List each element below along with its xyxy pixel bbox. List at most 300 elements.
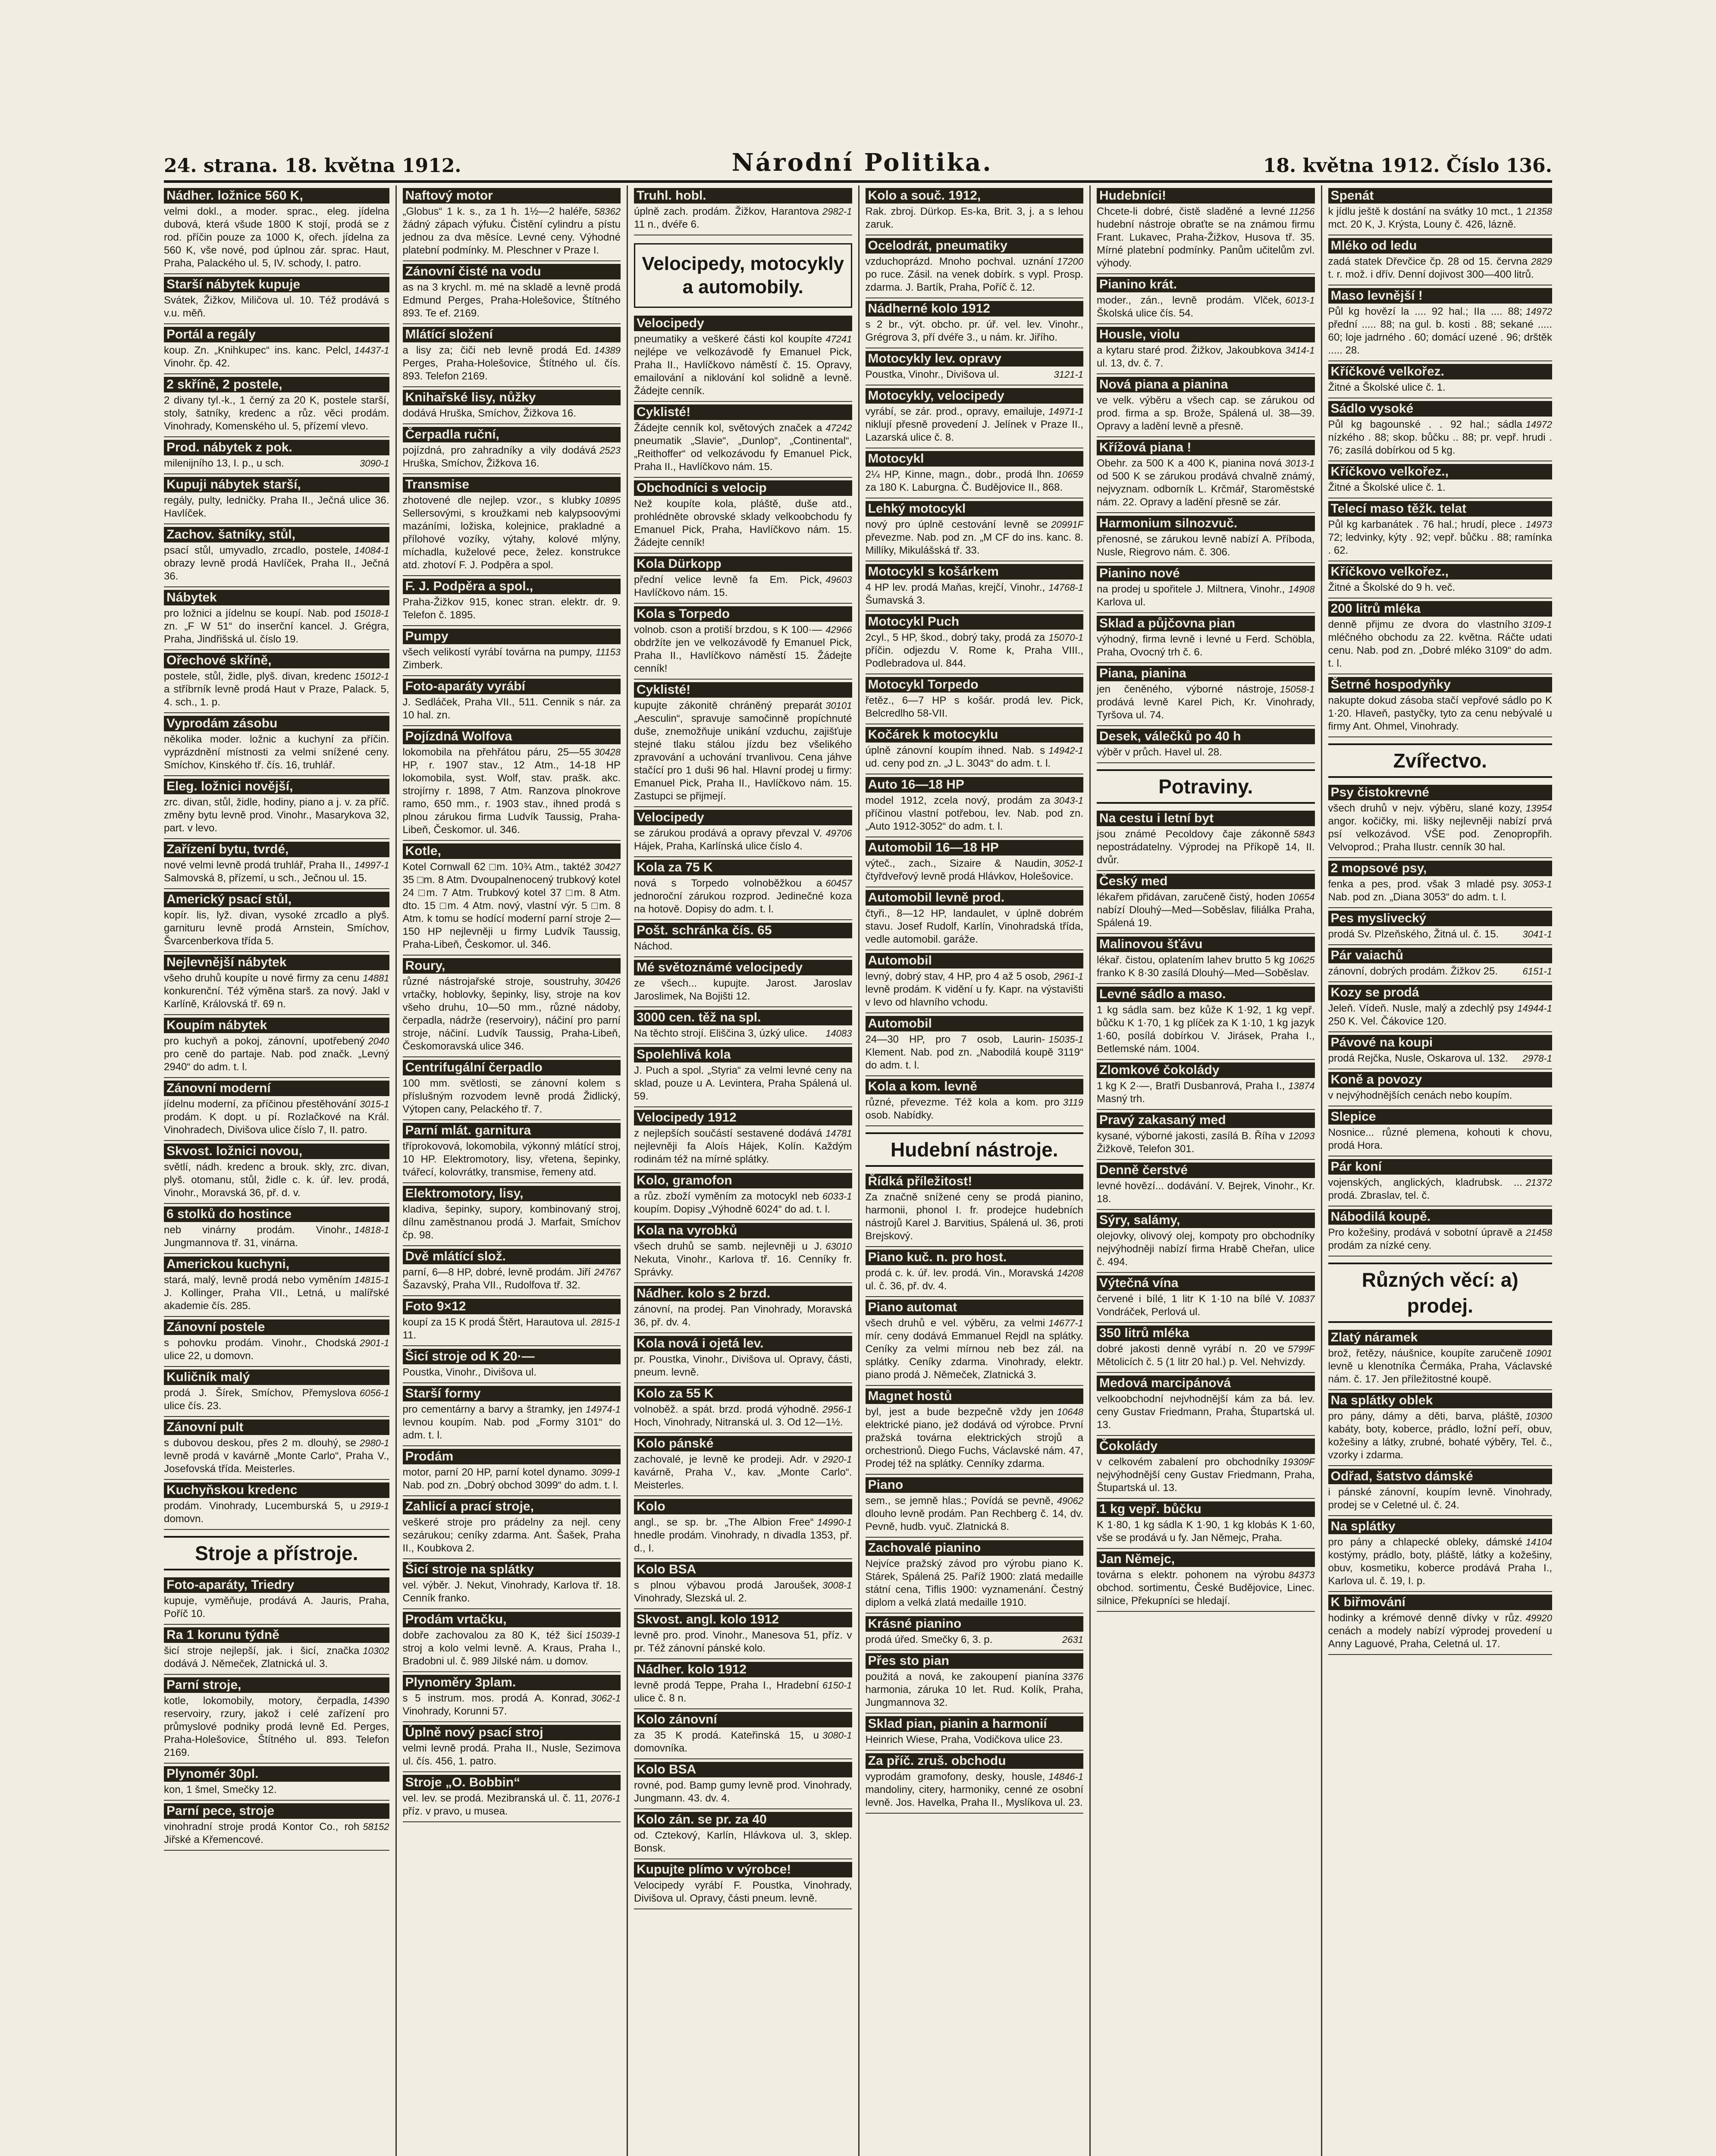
- classified-ad: [403, 1120, 621, 1183]
- ad-title: Mléko od ledu: [1328, 238, 1553, 254]
- classified-ad: [634, 1007, 852, 1044]
- ad-title: Odřad, šatstvo dámské: [1328, 1469, 1553, 1484]
- ad-number: 58152: [363, 1821, 389, 1832]
- classified-ad: [403, 1722, 621, 1772]
- classified-ad: [634, 1559, 852, 1609]
- ad-number: 20991F: [1051, 519, 1083, 530]
- classified-ad: [1097, 563, 1315, 613]
- classified-ad: [1328, 1206, 1553, 1257]
- ad-number: 14972: [1525, 306, 1552, 317]
- ad-text: Žitné a Školské ulice č. 1.: [1328, 482, 1446, 493]
- classified-ad: [866, 385, 1084, 448]
- ad-number: 5843: [1293, 829, 1315, 840]
- classified-ad: [866, 1475, 1084, 1538]
- ad-title: Roury,: [403, 958, 621, 974]
- ad-text: Půl kg hovězí la .... 92 hal.; IIa .... 88; přední ..... 88; na gul. b. kosti . 88; sekané ..... 60; loje jadrného . 60; domácí uzené . 96; drštěk ..... 28.: [1328, 306, 1552, 356]
- ad-title: Křížová piana !: [1097, 440, 1315, 455]
- classified-ad: [866, 837, 1084, 887]
- ad-text: velmi levně prodá. Praha II., Nusle, Sezimova ul. čís. 456, 1. patro.: [402, 1742, 621, 1767]
- ad-title: Kolo zán. se pr. za 40: [634, 1812, 852, 1827]
- ad-number: 15018-1: [354, 608, 389, 619]
- ad-text: s 5 instrum. mos. prodá A. Konrad, Vinohrady, Korunni 57.: [402, 1692, 588, 1717]
- ad-number: 49603: [825, 574, 852, 585]
- ad-title: Parní stroje,: [164, 1677, 389, 1693]
- ad-text: fenka a pes, prod. však 3 mladé psy. Nab. pod zn. „Diana 3053“ do adm. t. l.: [1328, 878, 1519, 903]
- ad-title: Kola a kom. levně: [866, 1079, 1084, 1094]
- ad-title: Stroje „O. Bobbin“: [403, 1775, 621, 1790]
- ad-text: prodá úřed. Smečky 6, 3. p.: [865, 1634, 993, 1645]
- ad-text: dobré jakosti denně vyrábí n. 20 ve Mětolicích č. 5 (1 litr 20 hal.) p. Vel. Nehvizdy.: [1097, 1343, 1305, 1368]
- classified-ad: [1097, 934, 1315, 984]
- ad-text: stará, malý, levně prodá nebo vyměním J. Kollinger, Praha VII., Letná, u malířské akademie čís. 285.: [164, 1274, 389, 1312]
- ad-title: Na splátky: [1328, 1519, 1553, 1534]
- ad-number: 14104: [1525, 1537, 1552, 1548]
- ad-title: Kolo pánské: [634, 1436, 852, 1451]
- ad-text: přední velice levně fa Em. Pick, Havlíčkovo nám. 15.: [634, 574, 822, 599]
- ad-text: Než koupíte kola, pláště, duše atd., prohlédněte obrovské sklady velkoobchodu fy Emanuel Pick, Praha, Havlíčkovo nám. 15. Žádejte cenník!: [634, 498, 852, 548]
- ad-number: 2961-1: [1054, 971, 1083, 982]
- ad-text: Kotel Cornwall 62 □m. 10¾ Atm., taktéž 35 □m. 8 Atm. Dvoupalnenocený trubkový kotel 24 □m. 7 Atm. Trubkový kotel 37 □m. 8 Atm. dto. 15 □m. 4 Atm. nový, vlastní výr. 5 □m. 8 Atm. k tomu se hodící moderní parní stroje 2—150 HP nejlevněji u firmy Ludvík Taussig, Praha-Libeň, Českomor. ul. 346.: [402, 861, 621, 950]
- ad-text: jen čeněného, výborné nástroje, prodává levně Karel Pich, Kr. Vinohrady, Tyršova ul. 74.: [1097, 683, 1315, 721]
- ad-title: Zlatý náramek: [1328, 1330, 1553, 1345]
- ad-text: lékař. čistou, oplatením lahev brutto 5 kg franko K 8·30 zasílá Dlouhý—Med—Soběslav.: [1097, 954, 1310, 979]
- ad-title: Kozy se prodá: [1328, 985, 1553, 1000]
- ad-number: 3015-1: [359, 1099, 389, 1109]
- ad-text: Heinrich Wiese, Praha, Vodičkova ulice 23.: [865, 1734, 1063, 1745]
- classified-ad: [634, 1609, 852, 1659]
- ad-title: Kupuji nábytek starší,: [164, 477, 389, 492]
- classified-ad: [164, 1141, 389, 1204]
- section-heading: Různých věcí: a) prodej.: [1328, 1263, 1553, 1323]
- ad-title: Knihařské lisy, nůžky: [403, 390, 621, 405]
- ad-text: dobře zachovalou za 80 K, též šicí stroj a kolo velmi levně. A. Kraus, Praha I., Bradobni ul. č. 989 Jilské nám. u domov.: [402, 1630, 621, 1667]
- ad-text: prodá c. k. úř. lev. prodá. Vin., Moravská ul. č. 36, př. dv. 4.: [865, 1267, 1054, 1292]
- ad-title: Spenát: [1328, 188, 1553, 204]
- ad-number: 3090-1: [359, 458, 389, 469]
- ad-number: 13954: [1525, 803, 1552, 814]
- classified-ad: [164, 1675, 389, 1764]
- header-date-issue: 18. května 1912. Číslo 136.: [1263, 155, 1552, 177]
- ad-text: nakupte dokud zásoba stačí vepřové sádlo po K 1·20. Hlaveň, pastyčky, tyto za cenu nebývalé u firmy Ant. Ohmel, Vinohrady.: [1328, 695, 1552, 732]
- page-header: [164, 142, 1552, 177]
- ad-text: pro pány, dámy a děti, barva, pláště, kabáty, boty, koberce, prádlo, ložní peří, obuv, kožešiny a látky, zrubné, bohaté výběry, Tel. č., vzorky i zdarma.: [1328, 1410, 1552, 1461]
- ad-number: 6013-1: [1285, 295, 1315, 306]
- ad-number: 10625: [1288, 955, 1315, 965]
- ad-text: k jídlu ještě k dostání na svátky 10 mct., 1 mct. 20 K, J. Krýsta, Louny č. 426, lázně.: [1328, 206, 1522, 230]
- ad-number: 2523: [599, 445, 621, 456]
- ad-title: Velocipedy: [634, 316, 852, 331]
- ad-title: Na splátky oblek: [1328, 1393, 1553, 1408]
- classified-ad: [1097, 1549, 1315, 1612]
- ad-text: pneumatiky a veškeré části kol koupíte nejlépe ve velkozávodě fy Emanuel Pick, Praha II., Havlíčkovo náměstí č. 15. Opravy, emailování a niklování kol solidně a levně. Žádejte cenník.: [634, 333, 852, 397]
- classified-ad: [164, 1480, 389, 1530]
- classified-ad: [403, 1296, 621, 1346]
- classified-ad: [866, 1614, 1084, 1651]
- classified-ad: [403, 424, 621, 474]
- ad-number: 14974-1: [586, 1404, 621, 1415]
- ad-number: 15058-1: [1280, 684, 1315, 695]
- classified-ad: [866, 1247, 1084, 1297]
- classified-columns: [164, 185, 1552, 2156]
- ad-number: 14990-1: [817, 1517, 852, 1528]
- ad-title: Zachov. šatníky, stůl,: [164, 527, 389, 542]
- ad-text: řetěz., 6—7 HP s košár. prodá lev. Pick, Belcredlho 58-VII.: [865, 695, 1083, 719]
- classified-ad: [164, 1317, 389, 1367]
- ad-text: od. Cztekový, Karlín, Hlávkova ul. 3, sklep. Bonsk.: [634, 1830, 852, 1854]
- classified-ad: [403, 1496, 621, 1559]
- ad-title: Elektromotory, lisy,: [403, 1186, 621, 1201]
- classified-ad: [1328, 982, 1553, 1032]
- ad-text: levný, dobrý stav, 4 HP, pro 4 až 5 osob, levně prodám. K vidění u fy. Kapr. na výstavišti v levo od hlavního vchodu.: [865, 971, 1083, 1008]
- ad-text: model 1912, zcela nový, prodám za příčinou vlastní potřebou, lev. Nab. pod zn. „Auto 1912-3052“ do adm. t. l.: [865, 795, 1083, 832]
- classified-ad: [866, 1714, 1084, 1751]
- ad-text: Nosnice... různé plemena, kohouti k chovu, prodá Hora.: [1328, 1127, 1552, 1151]
- ad-title: Šicí stroje na splátky: [403, 1562, 621, 1577]
- classified-ad: [164, 839, 389, 889]
- ad-text: vel. lev. se prodá. Mezibranská ul. č. 11, příz. v pravo, u musea.: [402, 1792, 588, 1817]
- ad-number: 47241: [825, 334, 852, 345]
- ad-number: 3109-1: [1522, 619, 1552, 630]
- classified-ad: [1097, 513, 1315, 563]
- classified-ad: [1328, 1466, 1553, 1516]
- ad-title: Kolo a souč. 1912,: [866, 188, 1084, 204]
- classified-ad: [403, 324, 621, 387]
- classified-ad: [403, 1446, 621, 1496]
- ad-number: 3376: [1062, 1671, 1083, 1682]
- classified-ad: [634, 1709, 852, 1759]
- ad-title: Auto 16—18 HP: [866, 777, 1084, 793]
- ad-title: 3000 cen. těž na spl.: [634, 1010, 852, 1025]
- ad-text: kon, 1 šmel, Smečky 12.: [164, 1784, 277, 1796]
- ad-title: Nábytek: [164, 590, 389, 605]
- ad-text: pro kuchyň a pokoj, zánovní, upotřebený pro ceně do partaje. Nab. pod značk. „Levný 2940“ do adm. t. l.: [164, 1035, 389, 1073]
- ad-number: 14971-1: [1048, 406, 1083, 417]
- classified-ad: [164, 474, 389, 524]
- classified-ad: [1328, 1592, 1553, 1655]
- ad-number: 14881: [363, 973, 389, 984]
- ad-number: 3041-1: [1522, 929, 1552, 940]
- ad-number: 14944-1: [1517, 1003, 1552, 1014]
- ad-title: Zánovní čisté na vodu: [403, 264, 621, 279]
- ad-title: Kolo BSA: [634, 1562, 852, 1577]
- classified-ad: [866, 611, 1084, 674]
- ad-number: 14815-1: [354, 1275, 389, 1285]
- classified-ad: [1097, 726, 1315, 763]
- ad-number: 10648: [1057, 1407, 1083, 1417]
- classified-ad: [1097, 1110, 1315, 1160]
- ad-title: Parní pece, stroje: [164, 1803, 389, 1819]
- ad-text: tříprokovová, lokomobila, výkonný mlátící stroj, 10 HP. Elektromotory, lisy, vřetena, šepinky, tvářecí, kolovrátky, transmise, řemeny atd.: [402, 1141, 621, 1178]
- ad-number: 15070-1: [1048, 632, 1083, 643]
- ad-title: Prodám vrtačku,: [403, 1612, 621, 1627]
- ad-text: Poustka, Vinohr., Divišova ul.: [865, 369, 999, 380]
- ad-text: z nejlepších součástí sestavené dodává nejlevněji fa Aloís Hájek, Kolín. Každým rodinám též na mírné splátky.: [634, 1128, 852, 1165]
- ad-text: ve velk. výběru a všech cap. se zárukou od prod. firma a sp. Brože, Spálená ul. 38—39. Opravy a ladění levně a přesně.: [1097, 395, 1315, 432]
- ad-title: Maso levnější !: [1328, 288, 1553, 304]
- ad-text: prodám. Vinohrady, Lucemburská 5, u domovn.: [164, 1500, 356, 1525]
- ad-title: Ra 1 korunu týdně: [164, 1627, 389, 1643]
- ad-title: Ocelodrát, pneumatiky: [866, 238, 1084, 254]
- ad-text: Chcete-li dobré, čistě sladěné a levné hudební nástroje obraťte se na známou firmu Frant. Lukavec, Praha-Žižkov, Husova tř. 35. Mírné platební podmínky. Panům učitelům zvl. výhody.: [1097, 206, 1315, 269]
- ad-text: všech velikostí vyrábí továrna na pumpy, Zimberk.: [402, 646, 593, 671]
- ad-number: 3414-1: [1285, 345, 1315, 356]
- ad-title: Zánovní postele: [164, 1319, 389, 1335]
- ad-text: K 1·80, 1 kg sádla K 1·90, 1 kg klobás K 1·60, vše se prodává u fy. Jan Němejc, Praha.: [1097, 1519, 1315, 1544]
- ad-number: 49920: [1525, 1613, 1552, 1623]
- classified-ad: [866, 1076, 1084, 1126]
- ad-number: 84373: [1288, 1570, 1315, 1580]
- ad-title: Zlomkové čokolády: [1097, 1062, 1315, 1078]
- classified-ad: [164, 1625, 389, 1675]
- ad-text: použitá a nová, ke zakoupení pianína harmonia, záruka 10 let. Rud. Kolík, Praha, Jungmannova 32.: [865, 1671, 1083, 1708]
- ad-text: nová s Torpedo volnoběžkou a jednoroční zárukou rozprod. Jedinečné koza na hotově. Dopisy do adm. t. l.: [634, 877, 852, 915]
- classified-ad: [634, 1433, 852, 1496]
- ad-title: Automobil: [866, 1016, 1084, 1031]
- ad-number: 30101: [825, 700, 852, 711]
- ad-title: Naftový motor: [403, 188, 621, 204]
- ad-number: 15012-1: [354, 671, 389, 682]
- ad-title: Denně čerstvé: [1097, 1163, 1315, 1178]
- ad-text: výběr v průch. Havel ul. 28.: [1097, 746, 1222, 758]
- classified-ad: [1328, 674, 1553, 737]
- ad-number: 2076-1: [591, 1793, 621, 1804]
- classified-ad: [1097, 1060, 1315, 1110]
- ad-text: vojenských, anglických, kladrubsk. ... prodá. Zbraslav, tel. č.: [1328, 1177, 1522, 1201]
- classified-ad: [403, 387, 621, 424]
- ad-text: zánovní, dobrých prodám. Žižkov 25.: [1328, 965, 1498, 977]
- ad-title: Starší nábytek kupuje: [164, 277, 389, 292]
- ad-text: zánovní, na prodej. Pan Vinohrady, Moravská 36, př. dv. 4.: [634, 1304, 852, 1328]
- ad-text: vinohradní stroje prodá Kontor Co., roh Jiřské a Křemencové.: [164, 1821, 360, 1846]
- ad-text: lékařem přidávan, zaručeně čistý, hoden nabízí Dlouhý—Med—Soběslav, filiálka Praha, Spálená 19.: [1097, 891, 1315, 929]
- ad-title: Přes sto pian: [866, 1653, 1084, 1669]
- ad-title: Výtečná vína: [1097, 1275, 1315, 1291]
- ad-number: 14390: [363, 1695, 389, 1706]
- classified-ad: [164, 1254, 389, 1317]
- ad-title: Cyklisté!: [634, 404, 852, 420]
- ad-number: 14084-1: [354, 545, 389, 556]
- classified-ad: [403, 1346, 621, 1383]
- classified-ad: [164, 952, 389, 1015]
- ad-number: 58362: [594, 206, 621, 217]
- classified-ad: [403, 185, 621, 261]
- classified-ad: [1328, 908, 1553, 945]
- ad-text: šicí stroje nejlepší, jak. i šicí, značka dodává J. Němeček, Zlatnická ul. 3.: [164, 1645, 360, 1670]
- ad-text: neb vinárny prodám. Vinohr., Jungmannova tř. 31, vinárna.: [164, 1224, 351, 1249]
- classified-ad: [1097, 1436, 1315, 1499]
- classified-ad: [1328, 285, 1553, 361]
- ad-number: 14973: [1525, 519, 1552, 530]
- ad-text: Jeleň. Vídeň. Nusle, malý a zdechlý psy 250 K. Vel. Čákovice 120.: [1328, 1003, 1514, 1027]
- ad-title: Levné sádlo a maso.: [1097, 987, 1315, 1002]
- classified-ad: [1328, 398, 1553, 461]
- classified-ad: [866, 1171, 1084, 1247]
- classified-ad: [634, 1333, 852, 1383]
- classified-ad: [164, 437, 389, 474]
- ad-title: Transmise: [403, 477, 621, 492]
- ad-title: Eleg. ložnici novější,: [164, 779, 389, 794]
- section-heading: Potraviny.: [1097, 769, 1315, 804]
- ad-title: Housle, violu: [1097, 327, 1315, 342]
- column-1: [164, 185, 395, 2156]
- ad-title: Foto-aparáty vyrábí: [403, 679, 621, 694]
- ad-title: Automobil levně prod.: [866, 890, 1084, 906]
- classified-ad: [1097, 1160, 1315, 1210]
- ad-title: Kuličník malý: [164, 1369, 389, 1385]
- ad-title: Psy čistokrevné: [1328, 785, 1553, 800]
- classified-ad: [634, 957, 852, 1007]
- ad-title: Slepice: [1328, 1109, 1553, 1125]
- ad-text: volnoběž. a spát. brzd. prodá výhodně. Hoch, Vinohrady, Nitranská ul. 3. Od 12—1½.: [634, 1404, 843, 1428]
- ad-number: 19309F: [1282, 1457, 1315, 1467]
- ad-title: Mlátící složení: [403, 327, 621, 342]
- classified-ad: [403, 261, 621, 324]
- ad-text: Velocipedy vyrábí F. Poustka, Vinohrady, Divišova ul. Opravy, části pneum. levně.: [634, 1880, 852, 1904]
- classified-ad: [634, 1220, 852, 1283]
- ad-number: 14942-1: [1048, 745, 1083, 756]
- ad-number: 3053-1: [1522, 879, 1552, 890]
- ad-title: Nejlevnější nábytek: [164, 955, 389, 970]
- classified-ad: [634, 1809, 852, 1859]
- ad-title: Prodám: [403, 1449, 621, 1464]
- ad-title: Nádherné kolo 1912: [866, 301, 1084, 317]
- ad-text: jídelnu moderní, za příčinou přestěhování prodám. K dopt. u pí. Rozlačkové na Král. Vinohradech, Divišova ulice číslo 7, II. patro.: [164, 1098, 389, 1136]
- ad-title: Nádher. ložnice 560 K,: [164, 188, 389, 204]
- ad-title: F. J. Podpěra a spol.,: [403, 579, 621, 594]
- ad-title: Americký psací stůl,: [164, 892, 389, 907]
- classified-ad: [634, 1496, 852, 1559]
- ad-text: v celkovém zabalení pro obchodníky nejvýhodnější ceny Gustav Friedmann, Praha, Štupartská ul. 13.: [1097, 1456, 1315, 1494]
- ad-text: zrc. divan, stůl, židle, hodiny, piano a j. v. za příč. změny bytu levně prod. Vinohr., Masarykova 32, part. v levo.: [164, 796, 389, 834]
- ad-title: Spolehlivá kola: [634, 1047, 852, 1062]
- ad-title: Pumpy: [403, 629, 621, 644]
- ad-text: J. Sedláček, Praha VII., 511. Cennik s nár. za 10 hal. zn.: [402, 696, 621, 721]
- ad-text: Svátek, Žižkov, Miličova ul. 10. Též prodává s v.u. měň.: [164, 295, 389, 319]
- ad-number: 14908: [1288, 584, 1315, 595]
- ad-title: Šetrné hospodyňky: [1328, 677, 1553, 693]
- ad-title: Truhl. hobl.: [634, 188, 852, 204]
- ad-title: Úplně nový psací stroj: [403, 1725, 621, 1740]
- ad-text: milenijního 13, I. p., u sch.: [164, 458, 284, 469]
- ad-number: 10300: [1525, 1411, 1552, 1422]
- ad-number: 10837: [1288, 1294, 1315, 1304]
- classified-ad: [634, 680, 852, 807]
- ad-text: a kytaru staré prod. Žižkov, Jakoubkova ul. 13, dv. č. 7.: [1097, 345, 1282, 369]
- ad-title: Pávové na koupi: [1328, 1035, 1553, 1050]
- ad-title: Piano kuč. n. pro host.: [866, 1250, 1084, 1265]
- classified-ad: [164, 1764, 389, 1801]
- ad-text: na prodej u spořitele J. Miltnera, Vinohr., Karlova ul.: [1097, 583, 1285, 608]
- ad-text: byl, jest a bude bezpečně vždy jen elektrické piano, jež dodává od výrobce. První pražská továrna elektrických strojů a orchestrionů. Diego Fuchs, Václavské nám. 47, Prodej též na splátky. Cenníky zdarma.: [865, 1406, 1083, 1470]
- ad-title: 6 stolků do hostince: [164, 1206, 389, 1222]
- classified-ad: [164, 274, 389, 324]
- classified-ad: [164, 776, 389, 839]
- ad-title: Obchodníci s velocip: [634, 480, 852, 496]
- ad-text: v nejvýhodnějších cenách nebo koupím.: [1328, 1090, 1512, 1101]
- ad-title: Sádlo vysoké: [1328, 401, 1553, 417]
- classified-ad: [1328, 235, 1553, 285]
- ad-text: prodá Sv. Plzeňského, Žitná ul. č. 15.: [1328, 928, 1499, 940]
- ad-title: Koně a povozy: [1328, 1072, 1553, 1087]
- ad-text: pro ložnici a jídelnu se koupí. Nab. pod zn. „F W 51“ do inserční kancel. J. Grégra, Praha, Jindřišská ul. číslo 19.: [164, 608, 389, 645]
- ad-text: Žitné a Školské do 9 h. več.: [1328, 582, 1456, 593]
- ad-number: 14083: [825, 1028, 852, 1039]
- ad-title: Ořechové skříně,: [164, 653, 389, 668]
- ad-title: 200 litrů mléka: [1328, 601, 1553, 617]
- ad-title: Čokolády: [1097, 1438, 1315, 1454]
- ad-text: kupuje, vyměňuje, prodává A. Jauris, Praha, Poříč 10.: [164, 1595, 389, 1620]
- ad-title: Velocipedy: [634, 810, 852, 825]
- ad-title: Motocykl Puch: [866, 614, 1084, 630]
- classified-ad: [403, 676, 621, 726]
- classified-ad: [1097, 324, 1315, 374]
- classified-ad: [164, 650, 389, 713]
- ad-text: se zárukou prodává a opravy převzal V. Hájek, Praha, Karlínská ulice číslo 4.: [634, 827, 822, 852]
- ad-title: Piano automat: [866, 1300, 1084, 1315]
- classified-ad: [403, 1246, 621, 1296]
- ad-text: dodává Hruška, Smíchov, Žižkova 16.: [402, 407, 576, 419]
- ad-number: 3062-1: [591, 1693, 621, 1704]
- classified-ad: [866, 185, 1084, 235]
- section-heading: Velocipedy, motocykly a automobily.: [634, 243, 852, 308]
- ad-title: Zánovní moderní: [164, 1081, 389, 1096]
- classified-ad: [634, 807, 852, 857]
- ad-text: Pro kožešiny, prodává v sobotní úpravě a prodám za nízké ceny.: [1328, 1227, 1522, 1251]
- classified-ad: [634, 402, 852, 478]
- ad-number: 12093: [1288, 1131, 1315, 1141]
- ad-text: kotle, lokomobily, motory, čerpadla, reservoiry, rzury, jakož i celé zařízení pro průmyslové podniky prodá levně Ed. Perges, Praha-Holešovice, Štítného ul. 893. Telefon 2169.: [164, 1695, 389, 1758]
- ad-title: Centrifugální čerpadlo: [403, 1060, 621, 1075]
- classified-ad: [403, 1057, 621, 1120]
- ad-title: Kola s Torpedo: [634, 606, 852, 622]
- classified-ad: [866, 561, 1084, 611]
- classified-ad: [1328, 1106, 1553, 1156]
- ad-text: vyprodám gramofony, desky, housle, mandoliny, citery, harmoniky, cenné ze osobní levně. Jos. Havelka, Praha II., Myslíkova ul. 23.: [865, 1771, 1083, 1808]
- ad-title: Pošt. schránka čís. 65: [634, 923, 852, 938]
- ad-number: 3013-1: [1285, 458, 1315, 469]
- ad-number: 6150-1: [822, 1680, 852, 1691]
- ad-text: levné hovězí... dodávání. V. Bejrek, Vinohr., Kr. 18.: [1097, 1180, 1315, 1205]
- classified-ad: [403, 726, 621, 841]
- ad-text: koup. Zn. „Knihkupec“ ins. kanc. Pelcl, Vinohr. čp. 42.: [164, 345, 351, 369]
- ad-text: s plnou výbavou prodá Jaroušek, Vinohrady, Slezská ul. 2.: [634, 1579, 819, 1604]
- classified-ad: [403, 474, 621, 576]
- classified-ad: [634, 313, 852, 402]
- classified-ad: [866, 498, 1084, 561]
- ad-title: Portál a regály: [164, 327, 389, 342]
- ad-text: jsou známé Pecoldovy čaje zákonně nepostrádatelny. Výprodej na Příkopě 14, II. dvůr.: [1097, 828, 1315, 866]
- ad-text: nové velmi levně prodá truhlář, Praha II., Salmovská 8, přízemí, u sch., Ječnou ul. 15.: [164, 859, 367, 884]
- ad-title: Malinovou šťávu: [1097, 937, 1315, 952]
- column-4: [858, 185, 1090, 2156]
- ad-text: ze všech... kupujte. Jarost. Jaroslav Jaroslimek, Na Bojišti 12.: [634, 978, 852, 1002]
- ad-number: 24767: [594, 1267, 621, 1278]
- header-page-date: 24. strana. 18. května 1912.: [164, 155, 461, 177]
- ad-text: 2 divany tyl.-k., 1 černý za 20 K, postele starší, stoly, šatníky, kredenc a růz. věci prodám. Vinohrady, Komenského ul. 5, přízemí vlevo.: [164, 395, 389, 432]
- ad-title: Parní mlát. garnitura: [403, 1123, 621, 1138]
- ad-title: Kříčkovo velkořez.,: [1328, 464, 1553, 479]
- ad-title: Prod. nábytek z pok.: [164, 440, 389, 455]
- ad-text: a lisy za; čiči neb levně prodá Ed. Perges, Praha-Holešovice, Štítného ul. čís. 893. Telefon 2169.: [402, 345, 621, 382]
- ad-title: Kola za 75 K: [634, 860, 852, 875]
- ad-number: 49062: [1057, 1495, 1083, 1506]
- ad-text: s dubovou deskou, přes 2 m. dlouhý, se levně prodá v kavárně „Monte Carlo“, Praha V., Josefovská třída. Meisterles.: [164, 1437, 389, 1475]
- classified-ad: [866, 1538, 1084, 1614]
- classified-ad: [164, 1204, 389, 1254]
- ad-number: 3043-1: [1054, 795, 1083, 806]
- classified-ad: [403, 956, 621, 1057]
- classified-ad: [164, 524, 389, 587]
